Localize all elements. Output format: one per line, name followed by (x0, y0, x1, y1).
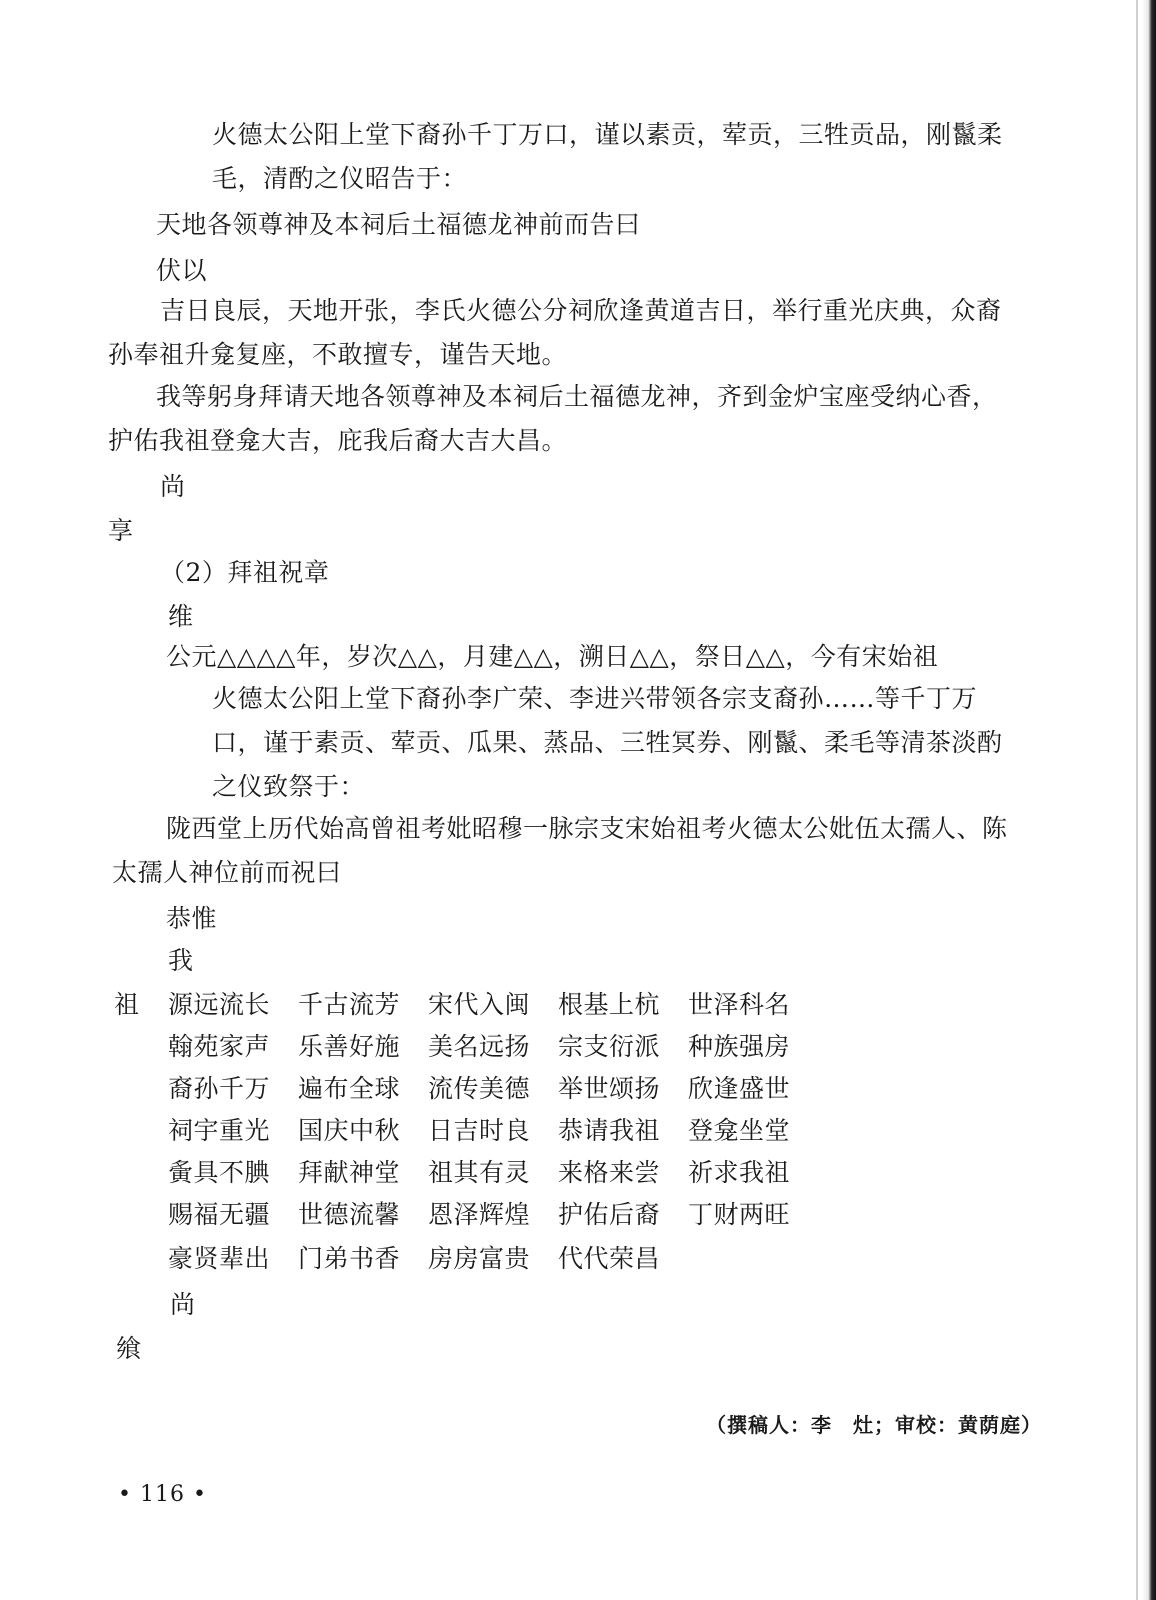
verse-cell: 种族强房 (688, 1032, 791, 1061)
verse-cell: 国庆中秋 (298, 1116, 401, 1145)
text-line: 天地各领尊神及本祠后土福德龙神前而告曰 (156, 210, 641, 239)
verse-cell: 房房富贵 (428, 1244, 531, 1273)
scan-border (1142, 0, 1156, 1600)
text-line: 火德太公阳上堂下裔孙李广荣、李进兴带领各宗支裔孙……等千丁万 (212, 684, 978, 713)
verse-cell: 门弟书香 (298, 1244, 401, 1273)
verse-cell: 美名远扬 (428, 1032, 531, 1061)
verse-cell: 护佑后裔 (558, 1200, 661, 1229)
verse-cell: 代代荣昌 (558, 1244, 661, 1273)
section-heading: （2）拜祖祝章 (160, 558, 330, 587)
text-line: 吉日良辰，天地开张，李氏火德公分祠欣逢黄道吉日，举行重光庆典，众裔 (160, 296, 1002, 325)
verse-cell: 丁财两旺 (688, 1200, 791, 1229)
scan-border-line (1136, 0, 1138, 1600)
verse-cell: 拜献神堂 (298, 1158, 401, 1187)
text-line: 尚 (160, 472, 186, 501)
verse-cell: 恭请我祖 (558, 1116, 661, 1145)
author-credit: （撰稿人：李 灶；审校：黄荫庭） (706, 1413, 1042, 1437)
verse-cell: 欣逢盛世 (688, 1074, 791, 1103)
text-line: 太孺人神位前而祝曰 (112, 858, 342, 887)
text-line: 孙奉祖升龛复座，不敢擅专，谨告天地。 (108, 340, 568, 369)
verse-cell: 祠宇重光 (168, 1116, 271, 1145)
text-line: 恭惟 (166, 904, 218, 933)
verse-cell: 恩泽辉煌 (428, 1200, 531, 1229)
text-line: 火德太公阳上堂下裔孙千丁万口，谨以素贡，荤贡，三牲贡品，刚鬣柔 (212, 120, 1003, 149)
verse-cell: 世泽科名 (688, 990, 791, 1019)
page-number: • 116 • (118, 1482, 207, 1507)
text-line: 口，谨于素贡、荤贡、瓜果、蒸品、三牲冥券、刚鬣、柔毛等清茶淡酌 (212, 728, 1003, 757)
verse-cell: 赐福无疆 (168, 1200, 271, 1229)
verse-cell: 裔孙千万 (168, 1074, 271, 1103)
text-line: 陇西堂上历代始高曾祖考妣昭穆一脉宗支宋始祖考火德太公妣伍太孺人、陈 (166, 814, 1008, 843)
text-line: 护佑我祖登龛大吉，庇我后裔大吉大昌。 (108, 426, 568, 455)
text-line: 我等躬身拜请天地各领尊神及本祠后土福德龙神，齐到金炉宝座受纳心香， (156, 382, 998, 411)
verse-cell: 日吉时良 (428, 1116, 531, 1145)
text-line: 伏以 (156, 256, 208, 285)
text-line: 维 (168, 602, 194, 631)
verse-cell: 宗支衍派 (558, 1032, 661, 1061)
verse-cell: 翰苑家声 (168, 1032, 271, 1061)
verse-cell: 祈求我祖 (688, 1158, 791, 1187)
text-line: 公元△△△△年，岁次△△，月建△△，溯日△△，祭日△△，今有宋始祖 (166, 642, 939, 671)
verse-cell: 祖其有灵 (428, 1158, 531, 1187)
verse-cell: 举世颂扬 (558, 1074, 661, 1103)
verse-cell: 世德流馨 (298, 1200, 401, 1229)
verse-cell: 宋代入闽 (428, 990, 531, 1019)
verse-cell: 夤具不腆 (168, 1158, 271, 1187)
verse-cell: 登龛坐堂 (688, 1116, 791, 1145)
verse-cell: 源远流长 (168, 990, 271, 1019)
text-line: 享 (108, 516, 134, 545)
text-line: 尚 (170, 1290, 196, 1319)
verse-cell: 豪贤辈出 (168, 1244, 271, 1273)
text-line: 毛，清酌之仪昭告于： (212, 164, 468, 193)
verse-cell: 乐善好施 (298, 1032, 401, 1061)
verse-cell: 千古流芳 (298, 990, 401, 1019)
text-line: 之仪致祭于： (212, 772, 366, 801)
verse-cell: 来格来尝 (558, 1158, 661, 1187)
text-line: 祖 (114, 990, 140, 1019)
text-line: 我 (168, 946, 194, 975)
verse-cell: 遍布全球 (298, 1074, 401, 1103)
text-line: 飨 (116, 1334, 142, 1363)
verse-cell: 流传美德 (428, 1074, 531, 1103)
verse-cell: 根基上杭 (558, 990, 661, 1019)
